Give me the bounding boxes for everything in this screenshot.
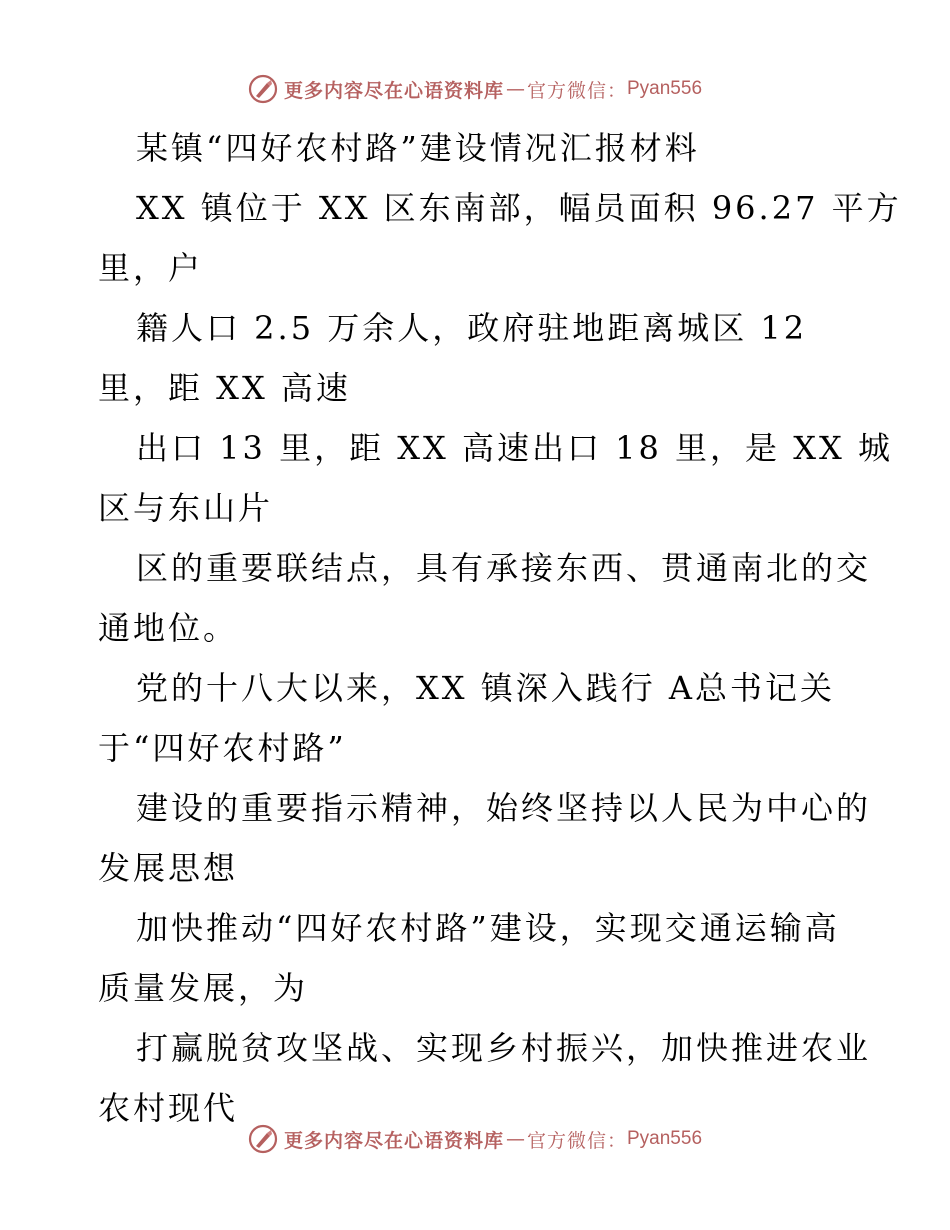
text-line: 区与东山片 [98, 489, 274, 527]
text-line: 区的重要联结点，具有承接东西、贯通南北的交 [136, 549, 872, 587]
watermark-sub-text: 官方微信： [526, 1129, 627, 1152]
text-line: 于“四好农村路” [98, 729, 347, 767]
watermark-id: Pyan556 [627, 78, 703, 99]
watermark-main-text: 更多内容尽在心语资料库 [283, 1129, 504, 1152]
document-title: 某镇“四好农村路”建设情况汇报材料 [136, 129, 700, 167]
watermark-dash: — [505, 1128, 525, 1150]
text-line: 加快推动“四好农村路”建设，实现交通运输高 [136, 909, 840, 947]
text-line: 建设的重要指示精神，始终坚持以人民为中心的 [136, 789, 872, 827]
pen-logo-icon [248, 74, 278, 104]
text-line: 籍人口 2.5 万余人，政府驻地距离城区 12 [136, 309, 808, 347]
text-line: 里，距 XX 高速 [98, 369, 351, 407]
watermark-dash: — [505, 78, 525, 100]
watermark-sub-text: 官方微信： [526, 79, 627, 102]
text-line: 通地位。 [98, 609, 239, 647]
text-line: 质量发展，为 [98, 969, 309, 1007]
text-line: 党的十八大以来，XX 镇深入践行 A总书记关 [136, 669, 836, 707]
document-body [98, 118, 902, 1138]
text-line: 打赢脱贫攻坚战、实现乡村振兴，加快推进农业 [136, 1029, 872, 1067]
text-line: 里，户 [98, 249, 204, 287]
pen-logo-icon [248, 1124, 278, 1154]
watermark-id: Pyan556 [627, 1128, 703, 1149]
footer-watermark [0, 1124, 950, 1154]
text-line: 发展思想 [98, 849, 239, 887]
watermark-main-text: 更多内容尽在心语资料库 [283, 79, 504, 102]
text-line: XX 镇位于 XX 区东南部，幅员面积 96.27 平方 [136, 189, 902, 227]
text-line: 出口 13 里，距 XX 高速出口 18 里，是 XX 城 [136, 429, 893, 467]
text-line: 农村现代 [98, 1089, 239, 1127]
header-watermark [0, 74, 950, 104]
